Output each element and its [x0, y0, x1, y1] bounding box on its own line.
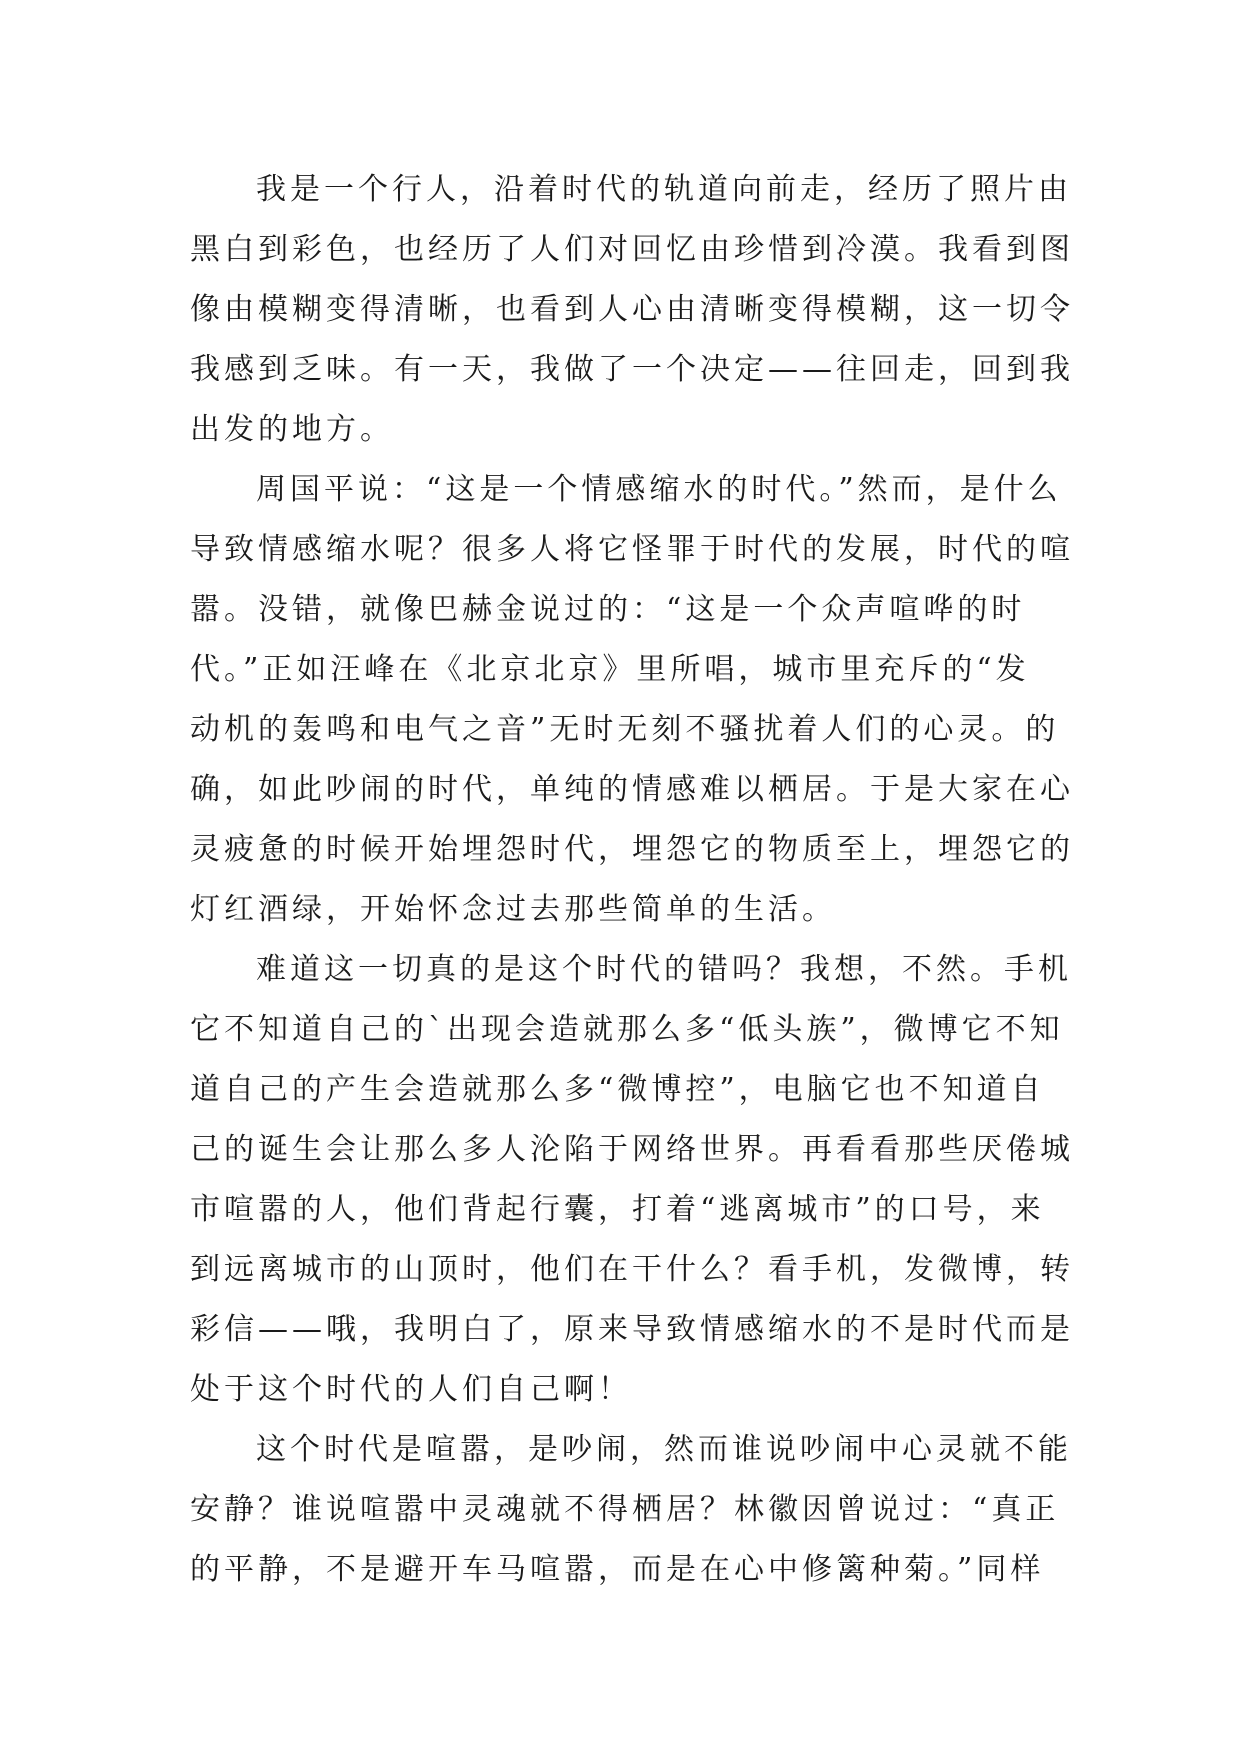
text-line: 处于这个时代的人们自己啊！	[190, 1372, 632, 1407]
text-line: 嚣。没错，就像巴赫金说过的：“这是一个众声喧哗的时	[190, 592, 1026, 627]
text-line: 出发的地方。	[190, 412, 394, 447]
text-line: 这个时代是喧嚣，是吵闹，然而谁说吵闹中心灵就不能	[256, 1432, 1072, 1467]
text-line: 导致情感缩水呢？很多人将它怪罪于时代的发展，时代的喧	[190, 532, 1074, 567]
text-line: 周国平说：“这是一个情感缩水的时代。”然而，是什么	[256, 472, 1062, 507]
text-line: 它不知道自己的`出现会造就那么多“低头族”，微博它不知	[190, 1012, 1064, 1047]
text-line: 我是一个行人，沿着时代的轨道向前走，经历了照片由	[256, 172, 1072, 207]
text-line: 己的诞生会让那么多人沦陷于网络世界。再看看那些厌倦城	[190, 1132, 1074, 1167]
text-line: 彩信——哦，我明白了，原来导致情感缩水的不是时代而是	[190, 1312, 1074, 1347]
text-line: 灯红酒绿，开始怀念过去那些简单的生活。	[190, 892, 836, 927]
text-line: 市喧嚣的人，他们背起行囊，打着“逃离城市”的口号，来	[190, 1192, 1045, 1227]
text-line: 道自己的产生会造就那么多“微博控”，电脑它也不知道自	[190, 1072, 1045, 1107]
text-line: 的平静，不是避开车马喧嚣，而是在心中修篱种菊。”同样	[190, 1552, 1045, 1587]
text-line: 到远离城市的山顶时，他们在干什么？看手机，发微博，转	[190, 1252, 1074, 1287]
text-line: 代。”正如汪峰在《北京北京》里所唱，城市里充斥的“发	[190, 652, 1030, 687]
text-line: 黑白到彩色，也经历了人们对回忆由珍惜到冷漠。我看到图	[190, 232, 1074, 267]
paragraph-1	[190, 160, 1074, 460]
text-line: 安静？谁说喧嚣中灵魂就不得栖居？林徽因曾说过：“真正	[190, 1492, 1060, 1527]
text-line: 我感到乏味。有一天，我做了一个决定——往回走，回到我	[190, 352, 1074, 387]
text-line: 灵疲惫的时候开始埋怨时代，埋怨它的物质至上，埋怨它的	[190, 832, 1074, 867]
text-line: 确，如此吵闹的时代，单纯的情感难以栖居。于是大家在心	[190, 772, 1074, 807]
paragraph-3	[190, 940, 1074, 1420]
paragraph-2	[190, 460, 1074, 940]
text-line: 像由模糊变得清晰，也看到人心由清晰变得模糊，这一切令	[190, 292, 1074, 327]
essay-body	[190, 160, 1074, 1600]
paragraph-4	[190, 1420, 1072, 1600]
text-line: 难道这一切真的是这个时代的错吗？我想，不然。手机	[256, 952, 1072, 987]
text-line: 动机的轰鸣和电气之音”无时无刻不骚扰着人们的心灵。的	[190, 712, 1060, 747]
